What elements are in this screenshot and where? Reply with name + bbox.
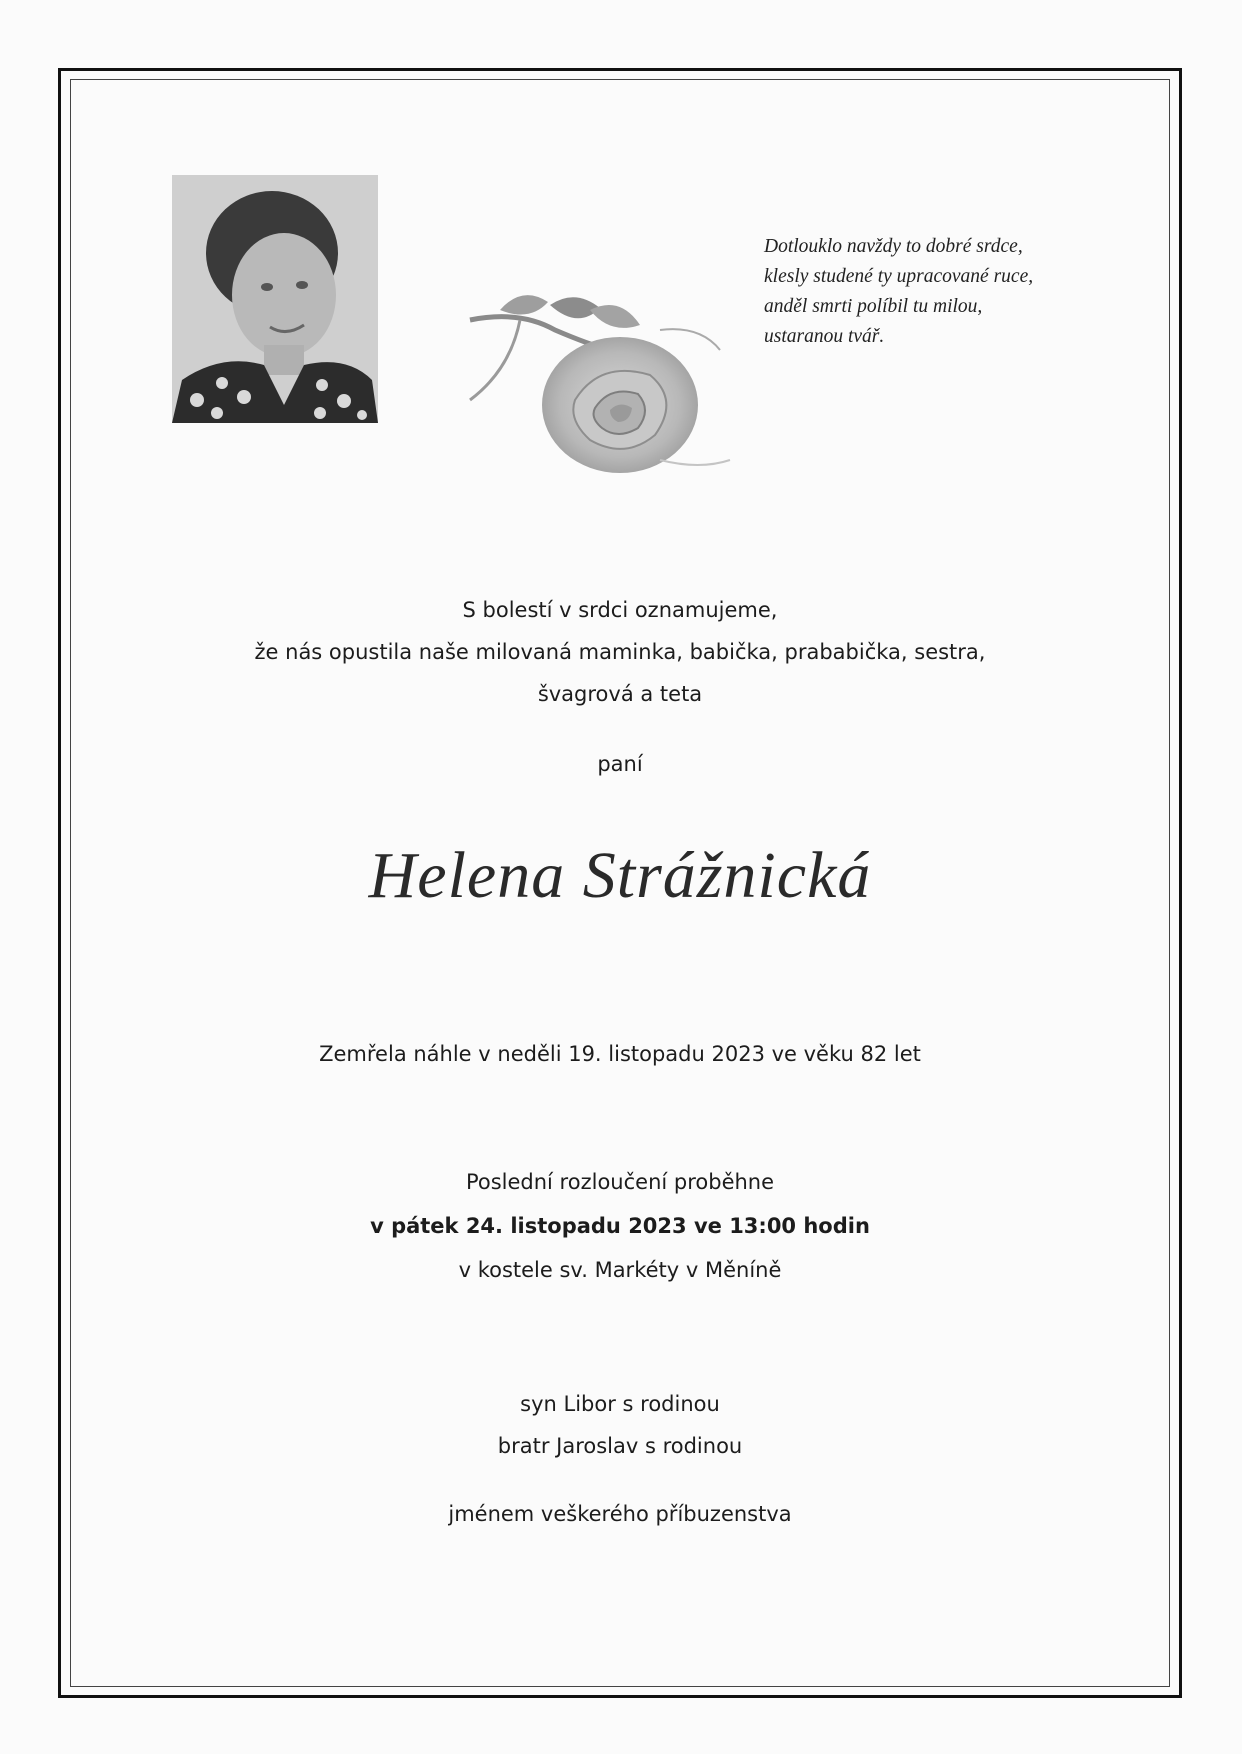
announcement-line: S bolestí v srdci oznamujeme, bbox=[462, 598, 778, 622]
farewell-place: v kostele sv. Markéty v Měníně bbox=[458, 1258, 782, 1282]
mourner-line: syn Libor s rodinou bbox=[520, 1392, 720, 1416]
poem-line: ustaranou tvář. bbox=[764, 326, 885, 347]
title-pani: paní bbox=[597, 752, 643, 776]
farewell-datetime: v pátek 24. listopadu 2023 ve 13:00 hodin bbox=[370, 1214, 870, 1238]
death-info: Zemřela náhle v neděli 19. listopadu 2023 ve věku 82 let bbox=[319, 1042, 921, 1066]
portrait-photo bbox=[172, 175, 378, 423]
mourner-line: bratr Jaroslav s rodinou bbox=[497, 1434, 743, 1458]
farewell-intro: Poslední rozloučení proběhne bbox=[465, 1170, 775, 1194]
rose-image bbox=[460, 290, 750, 500]
poem-line: Dotlouklo navždy to dobré srdce, bbox=[764, 236, 1023, 257]
announcement-line: švagrová a teta bbox=[537, 682, 703, 706]
poem bbox=[764, 232, 1104, 352]
announcement-line: že nás opustila naše milovaná maminka, babička, prababička, sestra, bbox=[254, 640, 986, 664]
deceased-name: Helena Strážnická bbox=[368, 839, 872, 912]
closing-line: jménem veškerého příbuzenstva bbox=[448, 1502, 792, 1526]
poem-line: anděl smrti políbil tu milou, bbox=[764, 296, 983, 317]
poem-line: klesly studené ty upracované ruce, bbox=[764, 266, 1034, 287]
